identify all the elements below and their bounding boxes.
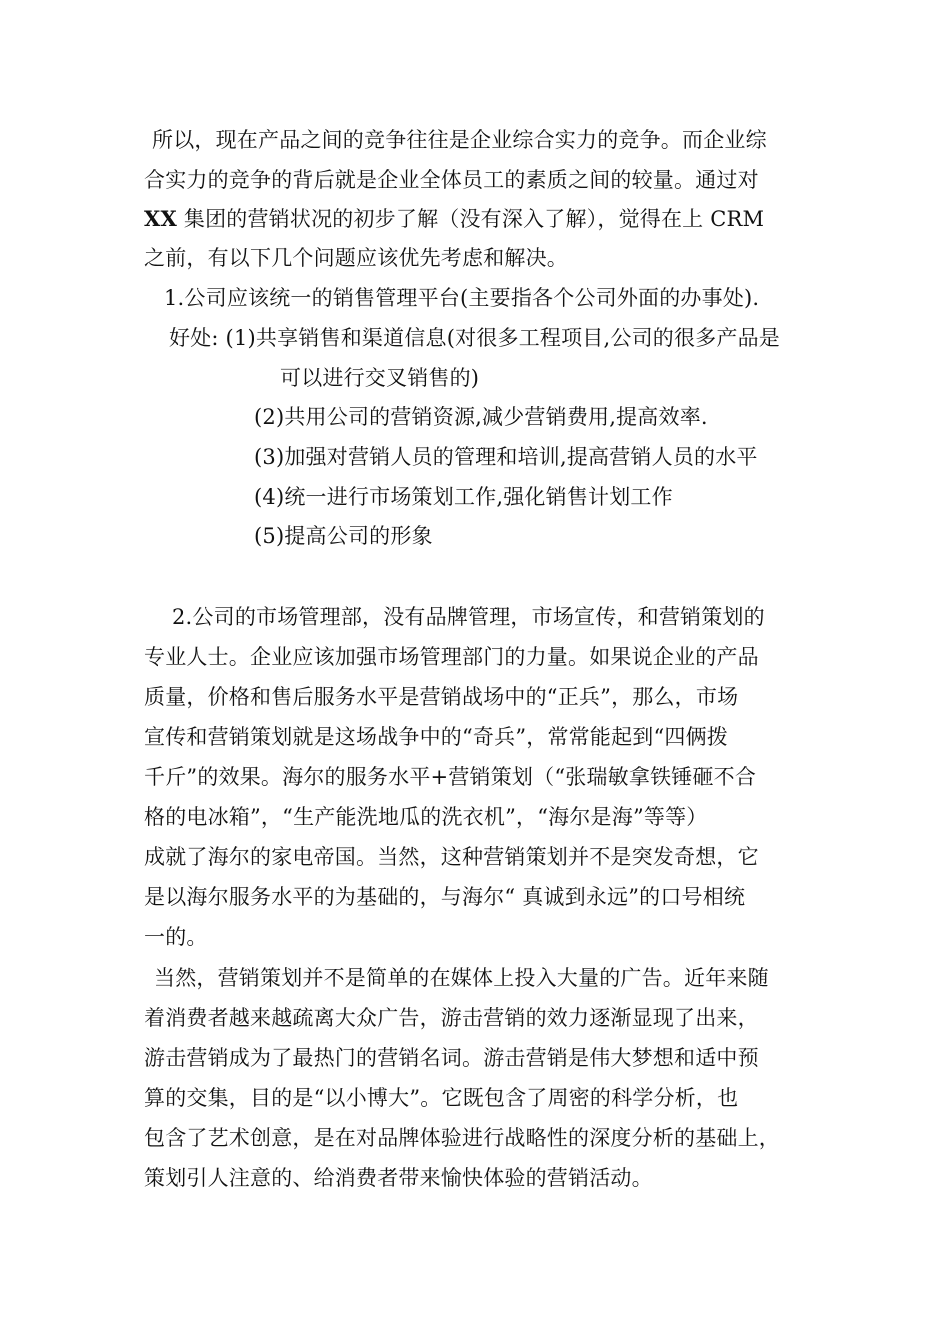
- point2-line-6: 格的电冰箱”，“生产能洗地瓜的洗衣机”，“海尔是海”等等）: [144, 805, 708, 829]
- point2-line-1: 2.公司的市场管理部，没有品牌管理，市场宣传，和营销策划的: [172, 605, 765, 629]
- point1-benefit1-line-2: 可以进行交叉销售的): [280, 366, 480, 390]
- para1-line-3-text: 集团的营销状况的初步了解（没有深入了解），觉得在上 CRM: [177, 207, 765, 231]
- company-code: XX: [144, 206, 177, 231]
- point1-benefit-3: (3)加强对营销人员的管理和培训,提高营销人员的水平: [254, 445, 758, 469]
- point1-benefit-4: (4)统一进行市场策划工作,强化销售计划工作: [254, 485, 673, 509]
- para3-line-1: 当然，营销策划并不是简单的在媒体上投入大量的广告。近年来随: [154, 966, 769, 990]
- para1-line-3: [144, 206, 764, 232]
- para3-line-5: 包含了艺术创意，是在对品牌体验进行战略性的深度分析的基础上，: [144, 1126, 780, 1150]
- point2-line-9: 一的。: [144, 925, 208, 949]
- para3-line-2: 着消费者越来越疏离大众广告，游击营销的效力逐渐显现了出来，: [144, 1006, 759, 1030]
- point1-benefit-2: (2)共用公司的营销资源,减少营销费用,提高效率.: [254, 405, 708, 429]
- para3-line-6: 策划引人注意的、给消费者带来愉快体验的营销活动。: [144, 1166, 653, 1190]
- point2-line-5: 千斤”的效果。海尔的服务水平+营销策划（“张瑞敏拿铁锤砸不合: [144, 765, 757, 789]
- point2-line-8: 是以海尔服务水平的为基础的，与海尔“ 真诚到永远”的口号相统: [144, 885, 746, 909]
- point1-benefit1-line-1: 好处: (1)共享销售和渠道信息(对很多工程项目,公司的很多产品是: [169, 326, 780, 350]
- point1-benefit-5: (5)提高公司的形象: [254, 524, 433, 548]
- para3-line-4: 算的交集，目的是“以小博大”。它既包含了周密的科学分析，也: [144, 1086, 739, 1110]
- point1-title: 1.公司应该统一的销售管理平台(主要指各个公司外面的办事处).: [164, 286, 760, 310]
- para1-line-1: 所以，现在产品之间的竞争往往是企业综合实力的竞争。而企业综: [152, 128, 767, 152]
- para1-line-2: 合实力的竞争的背后就是企业全体员工的素质之间的较量。通过对: [144, 168, 759, 192]
- point2-line-2: 专业人士。企业应该加强市场管理部门的力量。如果说企业的产品: [144, 645, 759, 669]
- point2-line-7: 成就了海尔的家电帝国。当然，这种营销策划并不是突发奇想，它: [144, 845, 759, 869]
- para1-line-4: 之前，有以下几个问题应该优先考虑和解决。: [144, 246, 568, 270]
- point2-line-3: 质量，价格和售后服务水平是营销战场中的“正兵”，那么，市场: [144, 685, 739, 709]
- point2-line-4: 宣传和营销策划就是这场战争中的“奇兵”，常常能起到“四俩拨: [144, 725, 729, 749]
- para3-line-3: 游击营销成为了最热门的营销名词。游击营销是伟大梦想和适中预: [144, 1046, 759, 1070]
